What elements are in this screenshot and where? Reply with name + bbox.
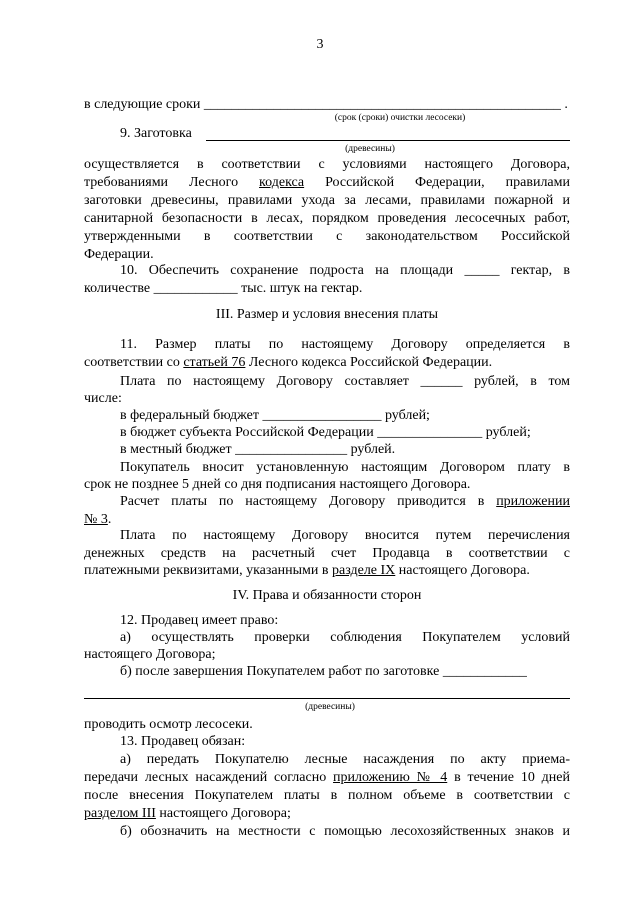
clause-11-text-2-post: Лесного кодекса Российской Федерации. <box>245 355 493 370</box>
clause-9-text-6: Федерации. <box>84 247 154 262</box>
clause-11-text-2 <box>84 354 570 371</box>
clause-10-text-2: количестве ____________ тыс. штук на гектар. <box>84 281 363 296</box>
clause-9-text-5: утвержденными в соответствии с законодательством Российской <box>84 229 570 244</box>
calc-text-2 <box>84 511 570 528</box>
clause-13-a-3: после внесения Покупателем платы в полном объеме в соответствии с <box>84 788 570 803</box>
clause-10-text-1: 10. Обеспечить сохранение подроста на площади _____ гектар, в <box>120 263 570 278</box>
clause-13-text-1: 13. Продавец обязан: <box>120 734 246 749</box>
clause-9-text-2-post: Российской Федерации, правилами <box>304 175 570 190</box>
clause-13-a-2-pre: передачи лесных насаждений согласно <box>84 770 334 785</box>
clause-12-b-1: б) после завершения Покупателем работ по заготовке ____________ <box>120 664 527 679</box>
clause-11-text-4: числе: <box>84 391 122 406</box>
wood-caption-1: (древесины) <box>345 144 395 154</box>
payment-text-1: Покупатель вносит установленную настоящим Договором плату в <box>120 460 570 475</box>
clause-9-text-2 <box>84 174 570 191</box>
clause-9-text-2-pre: требованиями Лесного <box>84 175 260 190</box>
transfer-text-3-post: настоящего Договора. <box>395 563 530 578</box>
clause-13-b-1: б) обозначить на местности с помощью лесохозяйственных знаков и <box>120 824 570 839</box>
transfer-text-2: денежных средств на расчетный счет Продавца в соответствии с <box>84 546 570 561</box>
section-9-link[interactable]: разделе IX <box>331 563 396 578</box>
section-3-title: III. Размер и условия внесения платы <box>215 307 439 322</box>
clause-11-regional: в бюджет субъекта Российской Федерации _______________ рублей; <box>120 425 531 440</box>
wood-caption-2: (древесины) <box>305 702 355 712</box>
section-3-link[interactable]: разделом III <box>84 806 156 821</box>
transfer-text-3-pre: платежными реквизитами, указанными в <box>84 563 332 578</box>
calc-text-2-post: . <box>107 512 112 527</box>
clause-11-text-2-pre: соответствии со <box>84 355 184 370</box>
terms-line: в следующие сроки ___________________________________________________ . <box>84 97 568 112</box>
terms-caption: (срок (сроки) очистки лесосеки) <box>334 113 466 123</box>
appendix-4-link[interactable]: приложению № 4 <box>333 770 448 785</box>
appendix-link[interactable]: приложении <box>496 494 570 509</box>
clause-12-end: проводить осмотр лесосеки. <box>84 717 253 732</box>
codex-link[interactable]: кодекса <box>259 175 305 190</box>
clause-9-label: 9. Заготовка <box>120 126 192 141</box>
section-4-title: IV. Права и обязанности сторон <box>232 588 422 603</box>
clause-12-a-2: настоящего Договора; <box>84 647 216 662</box>
clause-13-a-4 <box>84 805 570 822</box>
payment-text-2: срок не позднее 5 дней со дня подписания настоящего Договора. <box>84 477 471 492</box>
clause-12-a-1: а) осуществлять проверки соблюдения Покупателем условий <box>120 630 570 645</box>
clause-13-a-4-post: настоящего Договора; <box>155 806 291 821</box>
clause-9-blank <box>206 140 570 141</box>
page-number: 3 <box>316 37 324 52</box>
clause-9-text-3: заготовки древесины, правилами ухода за лесами, правилами пожарной и <box>84 193 570 208</box>
transfer-text-3 <box>84 562 570 579</box>
clause-11-text-3: Плата по настоящему Договору составляет ______ рублей, в том <box>120 374 570 389</box>
calc-text-1 <box>120 493 570 510</box>
article-76-link[interactable]: статьей 76 <box>183 355 246 370</box>
clause-9-text-4: санитарной безопасности в лесах, порядком проведения лесосечных работ, <box>84 211 570 226</box>
transfer-text-1: Плата по настоящему Договору вносится путем перечисления <box>120 528 570 543</box>
clause-13-a-2-post: в течение 10 дней <box>447 770 571 785</box>
calc-text-1-pre: Расчет платы по настоящему Договору приводится в <box>120 494 497 509</box>
clause-11-local: в местный бюджет ________________ рублей. <box>120 442 396 457</box>
clause-12-blank <box>84 698 570 699</box>
clause-12-text-1: 12. Продавец имеет право: <box>120 613 279 628</box>
clause-13-a-1: а) передать Покупателю лесные насаждения по акту приема- <box>120 752 570 767</box>
clause-11-text-1: 11. Размер платы по настоящему Договору определяется в <box>120 337 570 352</box>
clause-11-federal: в федеральный бюджет _________________ рублей; <box>120 408 430 423</box>
clause-9-text-1: осуществляется в соответствии с условиями настоящего Договора, <box>84 157 570 172</box>
clause-13-a-2 <box>84 769 570 786</box>
appendix-3-link[interactable]: № 3 <box>84 512 108 527</box>
